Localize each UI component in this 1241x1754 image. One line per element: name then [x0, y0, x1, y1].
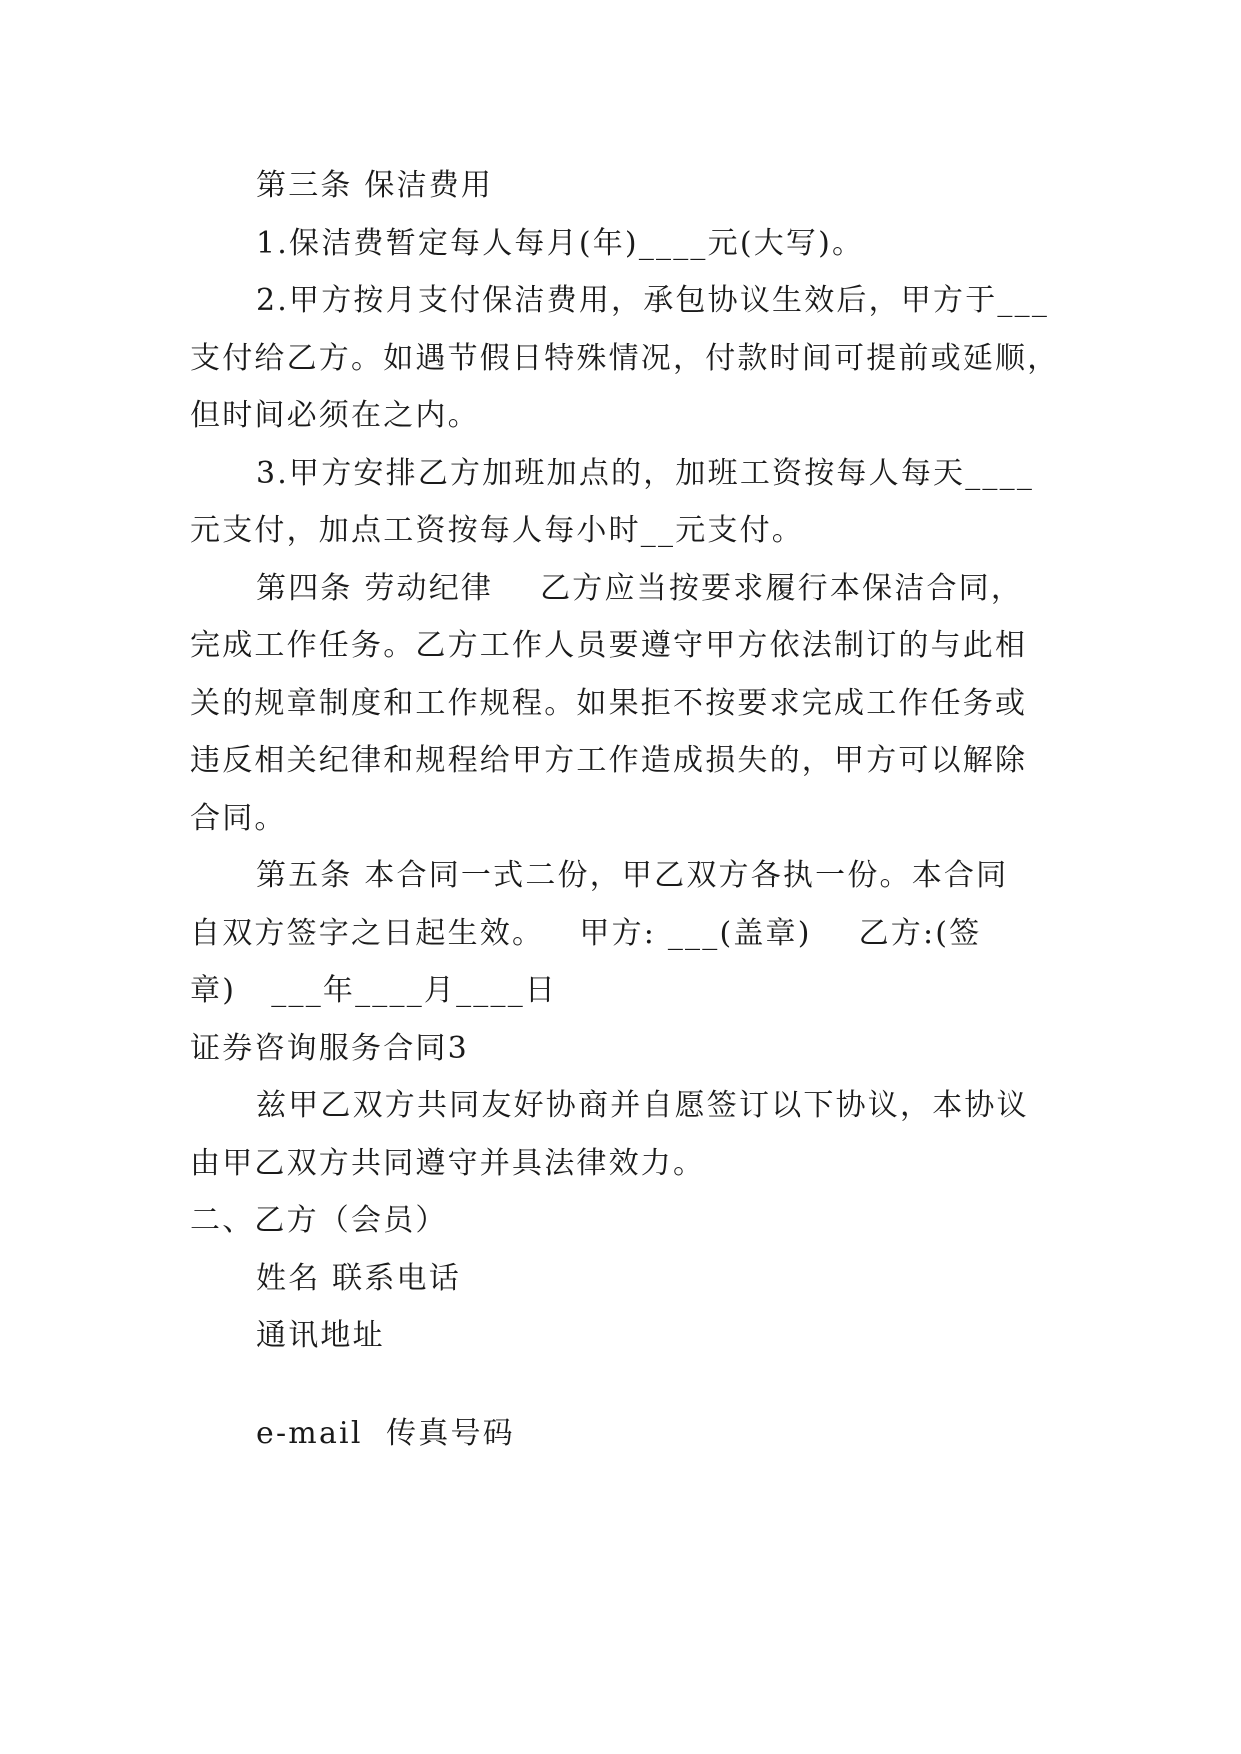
article-5-line-2: 自双方签字之日起生效。 甲方: ___(盖章) 乙方:(签: [190, 915, 982, 951]
article-4-line-5: 合同。: [190, 800, 287, 836]
preamble-line-2: 由甲乙双方共同遵守并具法律效力。: [190, 1145, 706, 1181]
article-4-line-4: 违反相关纪律和规程给甲方工作造成损失的，甲方可以解除: [190, 743, 1028, 778]
preamble-line-1: 兹甲乙双方共同友好协商并自愿签订以下协议，本协议: [256, 1088, 1029, 1123]
address-field: 通讯地址: [256, 1318, 385, 1353]
article-5-line-1: 第五条 本合同一式二份，甲乙双方各执一份。本合同: [256, 858, 1009, 893]
email-fax-field: e-mail 传真号码: [256, 1415, 515, 1451]
name-phone-field: 姓名 联系电话: [256, 1260, 461, 1296]
spacer: [190, 1365, 1050, 1405]
article-4-line-3: 关的规章制度和工作规程。如果拒不按要求完成工作任务或: [190, 685, 1028, 721]
clause-3-2-line-3: 但时间必须在之内。: [190, 398, 480, 433]
signature-date-line: 章) ___年____月____日: [190, 973, 558, 1008]
article-3-heading: 第三条 保洁费用: [256, 168, 494, 203]
clause-3-1: 1.保洁费暂定每人每月(年)____元(大写)。: [256, 225, 865, 261]
clause-3-2-line-2: 支付给乙方。如遇节假日特殊情况，付款时间可提前或延顺，: [190, 340, 1060, 376]
clause-3-3-line-2: 元支付，加点工资按每人每小时__元支付。: [190, 513, 804, 548]
party-b-heading: 二、乙方（会员）: [190, 1203, 448, 1238]
document-body: [190, 157, 1060, 1462]
clause-3-3-line-1: 3.甲方安排乙方加班加点的，加班工资按每人每天____: [256, 455, 1035, 491]
contract-3-title: 证券咨询服务合同3: [190, 1030, 469, 1066]
clause-3-2-line-1: 2.甲方按月支付保洁费用，承包协议生效后，甲方于___: [256, 283, 1050, 318]
article-4-line-1: 第四条 劳动纪律 乙方应当按要求履行本保洁合同，: [256, 570, 1024, 606]
article-4-line-2: 完成工作任务。乙方工作人员要遵守甲方依法制订的与此相: [190, 628, 1028, 663]
